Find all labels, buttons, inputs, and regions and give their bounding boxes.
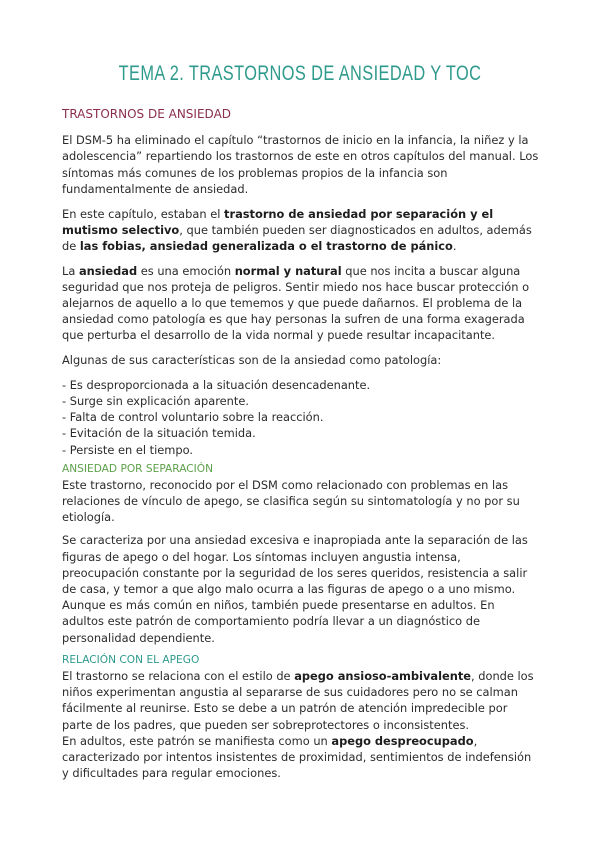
paragraph-attachment-adults xyxy=(62,733,540,782)
paragraph-characteristics-intro: Algunas de sus características son de la ansiedad como patología: xyxy=(62,353,442,368)
text-run: , caracterizado por intentos insistentes de proximidad, sentimientos de indefensión y dificultades para regular emociones. xyxy=(62,733,532,781)
paragraph-anxiety-definition xyxy=(62,263,540,344)
section-heading-separation-anxiety: ANSIEDAD POR SEPARACIÓN xyxy=(62,462,214,475)
paragraph-chapter xyxy=(62,206,540,255)
bold-text: apego despreocupado xyxy=(331,733,474,748)
characteristics-list xyxy=(62,377,540,458)
paragraph-dsm5: El DSM-5 ha eliminado el capítulo “trastornos de inicio en la infancia, la niñez y la adolescencia” repartiendo los trastornos de este en otros capítulos del manual. Los síntomas más comunes de los problemas propios de la infancia son fundamentalmente de ansiedad. xyxy=(62,133,539,196)
page-title: TEMA 2. TRASTORNOS DE ANSIEDAD Y TOC xyxy=(118,62,482,85)
list-item: - Surge sin explicación aparente. xyxy=(62,394,249,409)
text-run: , que también pueden ser diagnosticados en adultos, además de xyxy=(62,222,532,253)
bold-text: apego ansioso-ambivalente xyxy=(294,668,471,683)
bold-text: ansiedad xyxy=(78,263,138,278)
paragraph-attachment-children xyxy=(62,668,540,733)
section-heading-anxiety-disorders: TRASTORNOS DE ANSIEDAD xyxy=(62,107,232,121)
text-run: es una emoción xyxy=(137,263,235,278)
list-item: - Falta de control voluntario sobre la reacción. xyxy=(62,410,324,425)
document-body xyxy=(62,106,540,788)
text-run: que nos incita a buscar alguna seguridad que nos proteja de peligros. Sentir miedo nos hace buscar protección o alejarnos de aquello a lo que tememos y que puede dañarnos. El problema de la ansiedad como patología es que hay personas la sufren de una forma exagerada que perturba el desarrollo de la vida normal y puede resultar incapacitante. xyxy=(62,263,530,343)
bold-text: normal y natural xyxy=(234,263,342,278)
text-run: El trastorno se relaciona con el estilo de xyxy=(62,668,295,683)
bold-text: trastorno de ansiedad por separación y el mutismo selectivo xyxy=(62,206,494,237)
text-run: La xyxy=(62,263,79,278)
list-item: - Evitación de la situación temida. xyxy=(62,426,256,441)
text-run: En adultos, este patrón se manifiesta como un xyxy=(62,733,332,748)
text-run: En este capítulo, estaban el xyxy=(62,206,225,221)
section-separation-anxiety xyxy=(62,462,540,781)
list-item: - Persiste en el tiempo. xyxy=(62,442,194,457)
bold-text: las fobias, ansiedad generalizada o el trastorno de pánico xyxy=(79,238,453,253)
text-run: , donde los niños experimentan angustia al separarse de sus cuidadores pero no se calman fácilmente al reunirse. Esto se debe a un patrón de atención impredecible por parte de los padres, que pueden ser sobreprotectores o inconsistentes. xyxy=(62,668,534,732)
list-item: - Es desproporcionada a la situación desencadenante. xyxy=(62,377,371,392)
paragraph-separation-symptoms: Se caracteriza por una ansiedad excesiva e inapropiada ante la separación de las figuras de apego o del hogar. Los síntomas incluyen angustia intensa, preocupación constante por la seguridad de los seres queridos, resistencia a salir de casa, y temor a que algo malo ocurra a las figuras de apego o a uno mismo. Aunque es más común en niños, también puede presentarse en adultos. En adultos este patrón de comportamiento podría llevar a un diagnóstico de personalidad dependiente. xyxy=(62,533,528,645)
text-run: . xyxy=(452,238,457,253)
section-heading-attachment: RELACIÓN CON EL APEGO xyxy=(62,653,200,666)
paragraph-separation-disorder: Este trastorno, reconocido por el DSM como relacionado con problemas en las relaciones de vínculo de apego, se clasifica según su sintomatología y no por su etiología. xyxy=(62,477,520,525)
